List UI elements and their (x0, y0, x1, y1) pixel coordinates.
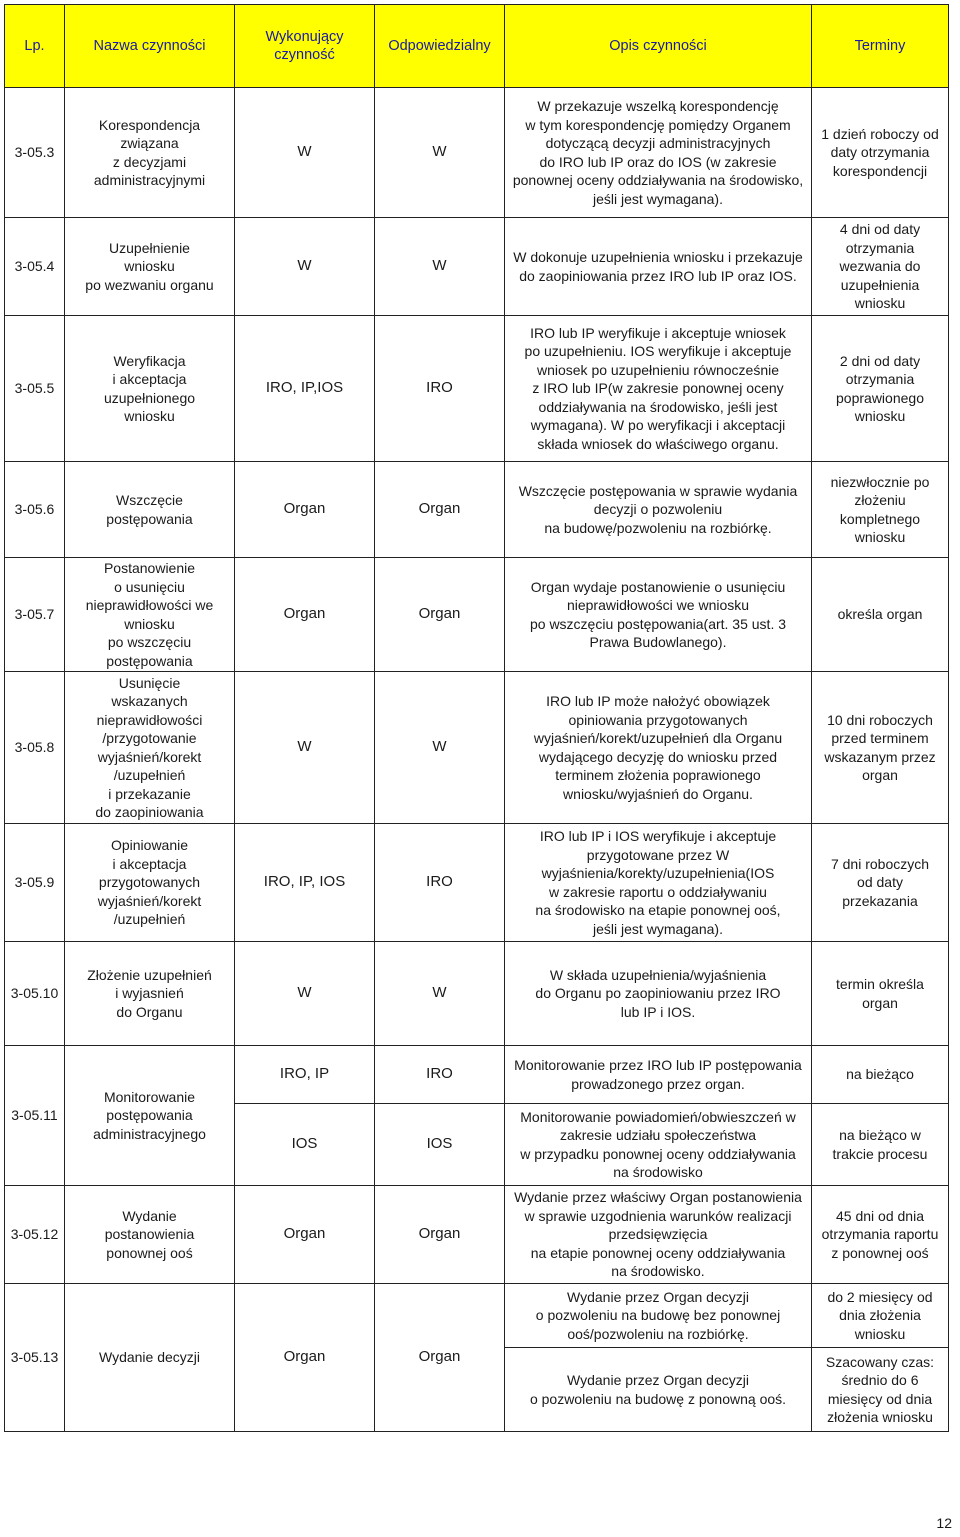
row-description: W przekazuje wszelką korespondencję w tym korespondencję pomiędzy Organem dotyczącą decyzji administracyjnych do IRO lub IP oraz do IOS (w zakresie ponownej oceny oddziaływania na środowisko, jeśli jest wymagana). (505, 88, 812, 218)
row-responsible: W (375, 942, 505, 1046)
row-name: Uzupełnienie wniosku po wezwaniu organu (65, 218, 235, 316)
table-row (5, 942, 949, 1046)
header-name: Nazwa czynności (65, 5, 235, 88)
row-name: Monitorowanie postępowania administracyjnego (65, 1046, 235, 1186)
row-responsible: Organ (375, 558, 505, 672)
row-name: Korespondencja związana z decyzjami administracyjnymi (65, 88, 235, 218)
row-responsible: IRO (375, 1046, 505, 1104)
row-executor: W (235, 942, 375, 1046)
row-description: Wszczęcie postępowania w sprawie wydania decyzji o pozwoleniu na budowę/pozwoleniu na rozbiórkę. (505, 462, 812, 558)
row-executor: IRO, IP,IOS (235, 316, 375, 462)
row-executor: Organ (235, 1186, 375, 1284)
row-description: Monitorowanie przez IRO lub IP postępowania prowadzonego przez organ. (505, 1046, 812, 1104)
row-executor: Organ (235, 1284, 375, 1432)
row-terms: do 2 miesięcy od dnia złożenia wniosku (812, 1284, 949, 1348)
table-row (5, 88, 949, 218)
row-executor: W (235, 88, 375, 218)
row-responsible: IOS (375, 1104, 505, 1186)
row-name: Weryfikacja i akceptacja uzupełnionego wniosku (65, 316, 235, 462)
table-row (5, 558, 949, 672)
row-description: Wydanie przez właściwy Organ postanowienia w sprawie uzgodnienia warunków realizacji przedsięwzięcia na etapie ponownej oceny oddziaływania na środowisko. (505, 1186, 812, 1284)
row-code: 3-05.7 (5, 558, 65, 672)
row-terms: na bieżąco (812, 1046, 949, 1104)
row-terms: niezwłocznie po złożeniu kompletnego wniosku (812, 462, 949, 558)
row-name: Postanowienie o usunięciu nieprawidłowości we wniosku po wszczęciu postępowania (65, 558, 235, 672)
row-responsible: IRO (375, 824, 505, 942)
row-terms: 10 dni roboczych przed terminem wskazanym przez organ (812, 672, 949, 824)
header-terms: Terminy (812, 5, 949, 88)
row-terms: Szacowany czas: średnio do 6 miesięcy od dnia złożenia wniosku (812, 1348, 949, 1432)
row-executor: W (235, 672, 375, 824)
row-description: Wydanie przez Organ decyzji o pozwoleniu na budowę z ponowną ooś. (505, 1348, 812, 1432)
row-responsible: W (375, 672, 505, 824)
row-code: 3-05.10 (5, 942, 65, 1046)
row-code: 3-05.6 (5, 462, 65, 558)
row-responsible: Organ (375, 1284, 505, 1432)
row-name: Wydanie postanowienia ponownej ooś (65, 1186, 235, 1284)
row-terms: 7 dni roboczych od daty przekazania (812, 824, 949, 942)
row-description: W składa uzupełnienia/wyjaśnienia do Organu po zaopiniowaniu przez IRO lub IP i IOS. (505, 942, 812, 1046)
table-row (5, 1284, 949, 1348)
procedure-table (4, 4, 949, 1432)
row-executor: IOS (235, 1104, 375, 1186)
header-lp: Lp. (5, 5, 65, 88)
row-responsible: W (375, 218, 505, 316)
row-code: 3-05.4 (5, 218, 65, 316)
header-description: Opis czynności (505, 5, 812, 88)
row-description: W dokonuje uzupełnienia wniosku i przekazuje do zaopiniowania przez IRO lub IP oraz IOS. (505, 218, 812, 316)
row-executor: Organ (235, 462, 375, 558)
row-responsible: IRO (375, 316, 505, 462)
row-code: 3-05.11 (5, 1046, 65, 1186)
table-row (5, 1186, 949, 1284)
row-terms: 1 dzień roboczy od daty otrzymania korespondencji (812, 88, 949, 218)
row-name: Wydanie decyzji (65, 1284, 235, 1432)
row-description: Monitorowanie powiadomień/obwieszczeń w zakresie udziału społeczeństwa w przypadku ponownej oceny oddziaływania na środowisko (505, 1104, 812, 1186)
row-responsible: Organ (375, 1186, 505, 1284)
row-executor: IRO, IP, IOS (235, 824, 375, 942)
row-name: Wszczęcie postępowania (65, 462, 235, 558)
row-code: 3-05.12 (5, 1186, 65, 1284)
row-name: Opiniowanie i akceptacja przygotowanych wyjaśnień/korekt /uzupełnień (65, 824, 235, 942)
table-row (5, 1046, 949, 1104)
row-executor: Organ (235, 558, 375, 672)
row-terms: 45 dni od dnia otrzymania raportu z ponownej ooś (812, 1186, 949, 1284)
table-header-row (5, 5, 949, 88)
row-code: 3-05.13 (5, 1284, 65, 1432)
row-terms: określa organ (812, 558, 949, 672)
header-executor: Wykonujący czynność (235, 5, 375, 88)
page-number: 12 (936, 1515, 952, 1531)
row-name: Złożenie uzupełnień i wyjasnień do Organu (65, 942, 235, 1046)
row-terms: termin określa organ (812, 942, 949, 1046)
row-responsible: Organ (375, 462, 505, 558)
table-row (5, 824, 949, 942)
header-responsible: Odpowiedzialny (375, 5, 505, 88)
table-row (5, 672, 949, 824)
row-responsible: W (375, 88, 505, 218)
row-description: Organ wydaje postanowienie o usunięciu nieprawidłowości we wniosku po wszczęciu postępowania(art. 35 ust. 3 Prawa Budowlanego). (505, 558, 812, 672)
row-code: 3-05.8 (5, 672, 65, 824)
table-row (5, 218, 949, 316)
row-code: 3-05.5 (5, 316, 65, 462)
row-description: Wydanie przez Organ decyzji o pozwoleniu na budowę bez ponownej ooś/pozwoleniu na rozbiórkę. (505, 1284, 812, 1348)
row-executor: W (235, 218, 375, 316)
table-row (5, 316, 949, 462)
table-row (5, 462, 949, 558)
row-description: IRO lub IP może nałożyć obowiązek opiniowania przygotowanych wyjaśnień/korekt/uzupełnień dla Organu wydającego decyzję do wniosku przed terminem złożenia poprawionego wniosku/wyjaśnień do Organu. (505, 672, 812, 824)
row-code: 3-05.3 (5, 88, 65, 218)
row-name: Usunięcie wskazanych nieprawidłowości /przygotowanie wyjaśnień/korekt /uzupełnień i przekazanie do zaopiniowania (65, 672, 235, 824)
row-terms: 4 dni od daty otrzymania wezwania do uzupełnienia wniosku (812, 218, 949, 316)
row-description: IRO lub IP i IOS weryfikuje i akceptuje przygotowane przez W wyjaśnienia/korekty/uzupełnienia(IOS w zakresie raportu o oddziaływaniu na środowisko na etapie ponownej ooś, jeśli jest wymagana). (505, 824, 812, 942)
row-terms: na bieżąco w trakcie procesu (812, 1104, 949, 1186)
row-executor: IRO, IP (235, 1046, 375, 1104)
row-description: IRO lub IP weryfikuje i akceptuje wniosek po uzupełnieniu. IOS weryfikuje i akceptuje wniosek po uzupełnieniu równocześnie z IRO lub IP(w zakresie ponownej oceny oddziaływania na środowisko, jeśli jest wymagana). W po weryfikacji i akceptacji składa wniosek do właściwego organu. (505, 316, 812, 462)
row-code: 3-05.9 (5, 824, 65, 942)
row-terms: 2 dni od daty otrzymania poprawionego wniosku (812, 316, 949, 462)
